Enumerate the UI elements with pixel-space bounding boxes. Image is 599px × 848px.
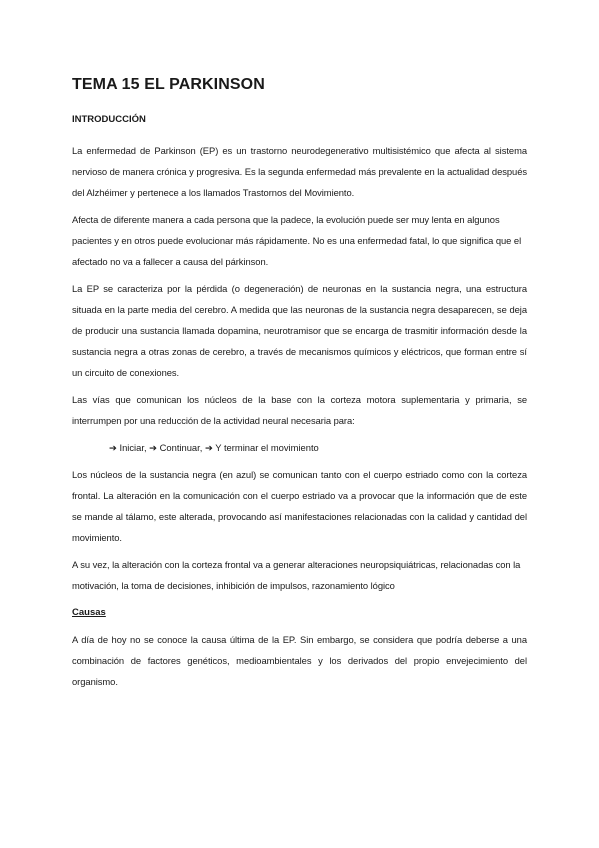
paragraph-6: A su vez, la alteración con la corteza frontal va a generar alteraciones neuropsiquiátricas, relacionadas con la motivación, la toma de decisiones, inhibición de impulsos, razonamiento lógico [72, 559, 521, 591]
paragraph-causas: A día de hoy no se conoce la causa última de la EP. Sin embargo, se considera que podría deberse a una combinación de factores genéticos, medioambientales y los derivados del propio envejecimiento del organismo. [72, 634, 527, 687]
arrow-list: ➔ Iniciar, ➔ Continuar, ➔ Y terminar el movimiento [109, 442, 319, 453]
paragraph-3: La EP se caracteriza por la pérdida (o degeneración) de neuronas en la sustancia negra, una estructura situada en la parte media del cerebro. A medida que las neuronas de la sustancia negra desaparecen, se deja de producir una sustancia llamada dopamina, neurotramisor que se encarga de trasmitir información desde la sustancia negra a otras zonas de cerebro, a través de mecanismos químicos y eléctricos, que forman entre sí un circuito de conexiones. [72, 283, 527, 378]
paragraph-5: Los núcleos de la sustancia negra (en azul) se comunican tanto con el cuerpo estriado como con la corteza frontal. La alteración en la comunicación con el cuerpo estriado va a provocar que la información que de este se mande al tálamo, este alterada, provocando así manifestaciones relacionadas con la calidad y cantidad del movimiento. [72, 469, 527, 543]
page-title: TEMA 15 EL PARKINSON [72, 76, 265, 93]
paragraph-1: La enfermedad de Parkinson (EP) es un trastorno neurodegenerativo multisistémico que afecta al sistema nervioso de manera crónica y progresiva. Es la segunda enfermedad más prevalente en la actualidad después del Alzhéimer y pertenece a los llamados Trastornos del Movimiento. [72, 145, 527, 198]
section-heading-introduccion: INTRODUCCIÓN [72, 114, 146, 125]
paragraph-2: Afecta de diferente manera a cada persona que la padece, la evolución puede ser muy lenta en algunos pacientes y en otros puede evolucionar más rápidamente. No es una enfermedad fatal, lo que significa que el afectado no va a fallecer a causa del párkinson. [72, 214, 522, 267]
section-heading-causas: Causas [72, 607, 106, 618]
paragraph-4: Las vías que comunican los núcleos de la base con la corteza motora suplementaria y primaria, se interrumpen por una reducción de la actividad neural necesaria para: [72, 394, 527, 426]
